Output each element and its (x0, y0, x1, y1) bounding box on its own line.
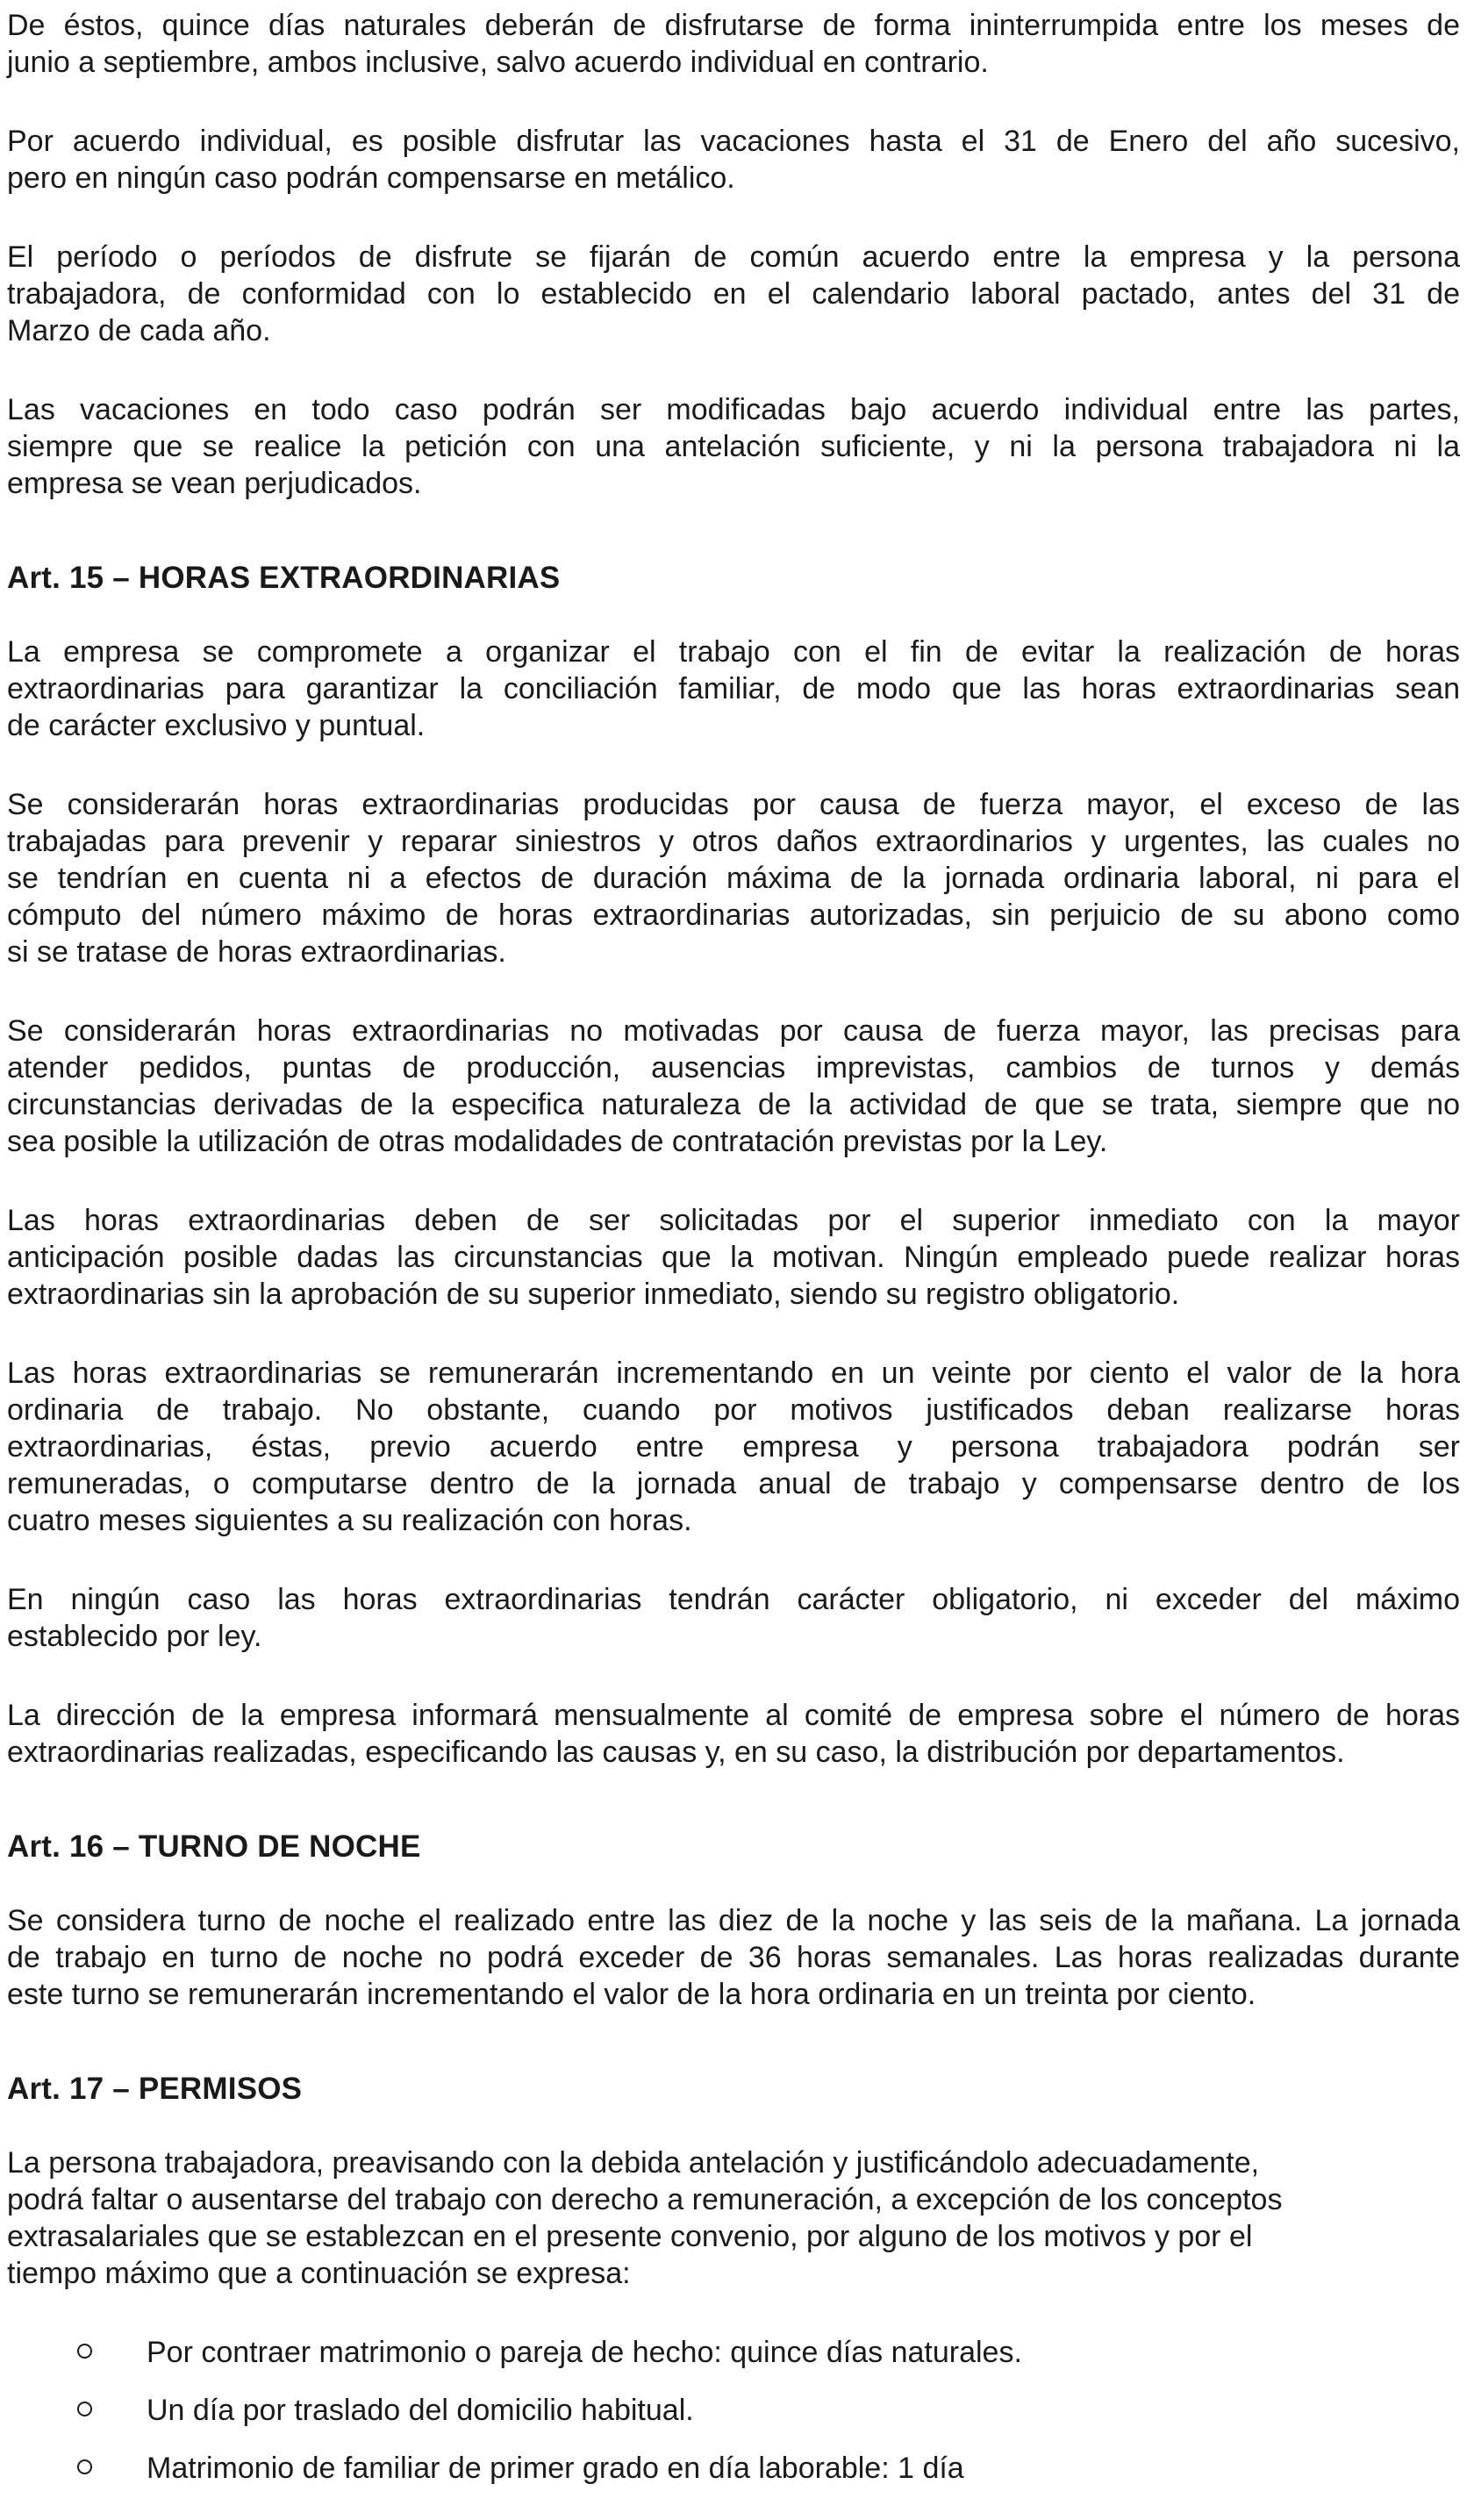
heading-art-16-turno-de-noche: Art. 16 – TURNO DE NOCHE (7, 1829, 421, 1864)
text-line: La persona trabajadora, preavisando con la debida antelación y justificándolo adecuadamente, (7, 2146, 1260, 2180)
paragraph-horas-fuerza-mayor (7, 786, 1460, 970)
paragraph-horas-no-motivadas (7, 1013, 1460, 1160)
heading-art-15-horas-extraordinarias: Art. 15 – HORAS EXTRAORDINARIAS (7, 561, 561, 595)
heading-art-17-permisos: Art. 17 – PERMISOS (7, 2072, 303, 2106)
text-line: extraordinarias sin la aprobación de su superior inmediato, siendo su registro obligatorio. (7, 1278, 1180, 1311)
text-line: Se considera turno de noche el realizado entre las diez de la noche y las seis de la mañana. La jornada (7, 1904, 1460, 1937)
paragraph-empresa-organizar-trabajo (7, 634, 1460, 744)
paragraph-turno-de-noche (7, 1902, 1460, 2013)
paragraph-no-obligatorio (7, 1581, 1460, 1655)
text-line: Las horas extraordinarias deben de ser solicitadas por el superior inmediato con la mayor (7, 1204, 1460, 1237)
list-item-text: Un día por traslado del domicilio habitual. (147, 2394, 694, 2427)
text-line: de trabajo en turno de noche no podrá exceder de 36 horas semanales. Las horas realizadas durante (7, 1941, 1460, 1974)
list-item-text: Por contraer matrimonio o pareja de hecho: quince días naturales. (147, 2336, 1022, 2369)
text-line: Marzo de cada año. (7, 314, 271, 347)
text-line: podrá faltar o ausentarse del trabajo con derecho a remuneración, a excepción de los conceptos (7, 2183, 1283, 2216)
text-line: El período o períodos de disfrute se fijarán de común acuerdo entre la empresa y la persona (7, 240, 1460, 274)
text-line: La dirección de la empresa informará mensualmente al comité de empresa sobre el número de horas (7, 1699, 1460, 1732)
text-line: sea posible la utilización de otras modalidades de contratación previstas por la Ley. (7, 1125, 1108, 1158)
text-line: cómputo del número máximo de horas extraordinarias autorizadas, sin perjuicio de su abono como (7, 898, 1460, 932)
list-item (7, 2334, 1460, 2371)
text-line: trabajadas para prevenir y reparar siniestros y otros daños extraordinarios y urgentes, las cuales no (7, 825, 1460, 858)
text-line: Por acuerdo individual, es posible disfrutar las vacaciones hasta el 31 de Enero del año sucesivo, (7, 125, 1460, 158)
text-line: De éstos, quince días naturales deberán de disfrutarse de forma ininterrumpida entre los meses de (7, 9, 1460, 42)
list-item (7, 2392, 1460, 2429)
text-line: ordinaria de trabajo. No obstante, cuando por motivos justificados deban realizarse horas (7, 1393, 1460, 1427)
text-line: junio a septiembre, ambos inclusive, salvo acuerdo individual en contrario. (7, 46, 989, 79)
paragraph-remuneracion-veinte-por-ciento (7, 1355, 1460, 1539)
text-line: se tendrían en cuenta ni a efectos de duración máxima de la jornada ordinaria laboral, ni para el (7, 862, 1460, 895)
text-line: atender pedidos, puntas de producción, ausencias imprevistas, cambios de turnos y demás (7, 1051, 1460, 1085)
text-line: circunstancias derivadas de la especifica naturaleza de la actividad de que se trata, siempre que no (7, 1088, 1460, 1121)
text-line: extraordinarias, éstas, previo acuerdo entre empresa y persona trabajadora podrán ser (7, 1430, 1460, 1464)
text-line: remuneradas, o computarse dentro de la jornada anual de trabajo y compensarse dentro de los (7, 1467, 1460, 1500)
text-line: Se considerarán horas extraordinarias no motivadas por causa de fuerza mayor, las precisas para (7, 1014, 1460, 1048)
text-line: este turno se remunerarán incrementando el valor de la hora ordinaria en un treinta por ciento. (7, 1978, 1256, 2011)
text-line: Se considerarán horas extraordinarias producidas por causa de fuerza mayor, el exceso de las (7, 788, 1460, 821)
hollow-circle-bullet-icon (77, 2344, 92, 2359)
paragraph-solicitud-superior-inmediato (7, 1202, 1460, 1313)
paragraph-vacaciones-acuerdo-individual (7, 123, 1460, 197)
text-line: extraordinarias para garantizar la conciliación familiar, de modo que las horas extraordinarias sean (7, 672, 1460, 705)
text-line: trabajadora, de conformidad con lo establecido en el calendario laboral pactado, antes del 31 de (7, 277, 1460, 311)
text-line: cuatro meses siguientes a su realización con horas. (7, 1504, 692, 1537)
permits-bullet-list (7, 2334, 1460, 2487)
text-line: Las vacaciones en todo caso podrán ser modificadas bajo acuerdo individual entre las partes, (7, 393, 1460, 426)
text-line: extraordinarias realizadas, especificando las causas y, en su caso, la distribución por departamentos. (7, 1736, 1345, 1769)
text-line: establecido por ley. (7, 1620, 262, 1653)
text-line: anticipación posible dadas las circunstancias que la motivan. Ningún empleado puede realizar horas (7, 1241, 1460, 1274)
paragraph-informe-comite-empresa (7, 1697, 1460, 1771)
text-line: si se tratase de horas extraordinarias. (7, 935, 506, 969)
text-line: La empresa se compromete a organizar el trabajo con el fin de evitar la realización de horas (7, 635, 1460, 669)
text-line: pero en ningún caso podrán compensarse en metálico. (7, 161, 735, 195)
paragraph-vacaciones-modificadas (7, 391, 1460, 502)
paragraph-periodo-disfrute (7, 239, 1460, 349)
hollow-circle-bullet-icon (77, 2402, 92, 2416)
list-item-text: Matrimonio de familiar de primer grado en día laborable: 1 día (147, 2452, 964, 2485)
text-line: empresa se vean perjudicados. (7, 467, 422, 500)
paragraph-permisos-intro (7, 2144, 1460, 2292)
paragraph-vacaciones-ininterrumpidas (7, 7, 1460, 81)
list-item (7, 2450, 1460, 2487)
hollow-circle-bullet-icon (77, 2459, 92, 2474)
text-line: extrasalariales que se establezcan en el presente convenio, por alguno de los motivos y por el (7, 2220, 1253, 2253)
text-line: En ningún caso las horas extraordinarias tendrán carácter obligatorio, ni exceder del máximo (7, 1583, 1460, 1616)
text-line: de carácter exclusivo y puntual. (7, 709, 426, 742)
text-line: tiempo máximo que a continuación se expresa: (7, 2257, 631, 2290)
text-line: siempre que se realice la petición con una antelación suficiente, y ni la persona trabajadora ni la (7, 430, 1460, 463)
text-line: Las horas extraordinarias se remunerarán incrementando en un veinte por ciento el valor de la hora (7, 1357, 1460, 1390)
